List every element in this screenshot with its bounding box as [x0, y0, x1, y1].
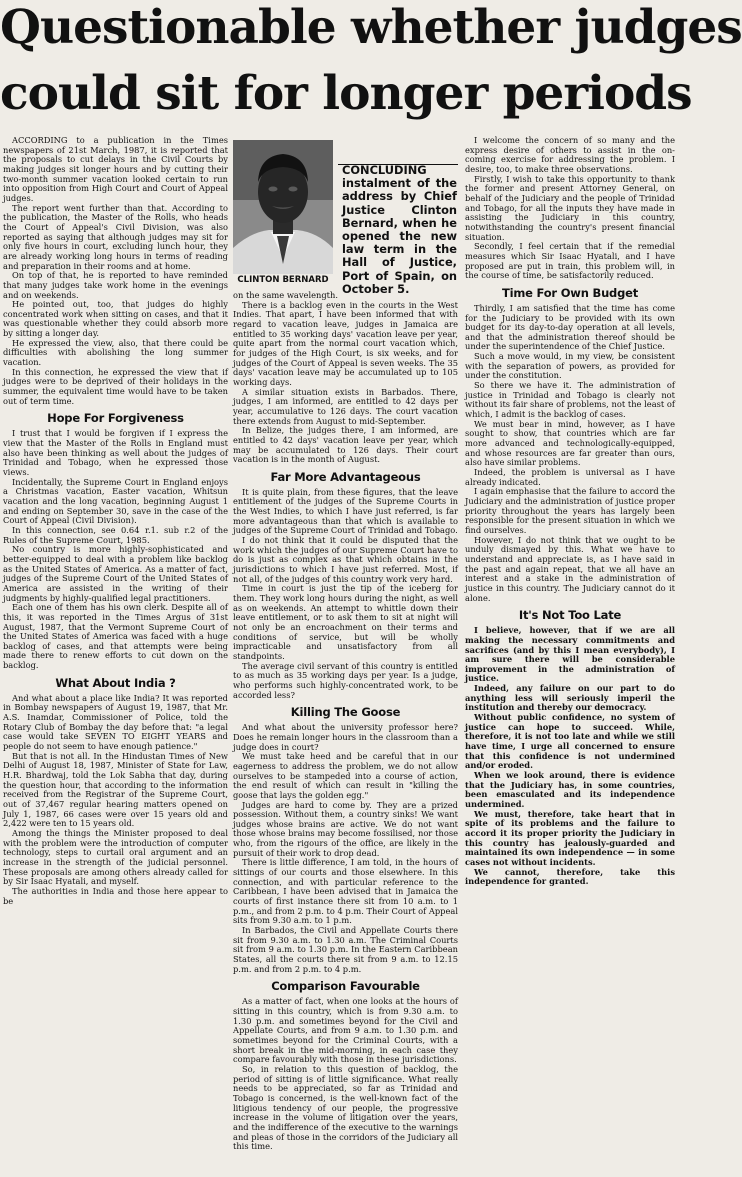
portrait-image: [233, 140, 333, 274]
article-paragraph: I again emphasise that the failure to accord the Judiciary and the administration of justice proper priority throughout the years has largely been responsible for the present situation in which we find ourselves.: [465, 486, 675, 535]
subheading: What About India ?: [55, 675, 176, 690]
article-paragraph: Each one of them has his own clerk. Despite all of this, it was reported in the Times Argus of 31st August, 1987, that the Vermont Supreme Court of the United States of America was faced with a huge backlog of cases, and that attempts were being made there to renew efforts to cut down on the backlog.: [3, 602, 228, 671]
intro-blurb: CONCLUDING instalment of the address by Chief Justice Clinton Bernard, when he opened the new law term in the Hall of Justice, Port of Spain, on October 5.: [342, 163, 457, 296]
article-paragraph: No country is more highly-sophisticated and better-equipped to deal with a problem like backlog as the United States of America. As a matter of fact, judges of the Supreme Court of the United States of America are assisted in the writing of their judgments by highly-qualified legal practitioners.: [3, 544, 228, 603]
article-paragraph: He pointed out, too, that judges do highly concentrated work when sitting on cases, and that it was questionable whether they could absorb more by sitting a longer day.: [3, 299, 228, 339]
article-paragraph: In this connection, see 0.64 r.1. sub r.2 of the Rules of the Supreme Court, 1985.: [3, 524, 228, 545]
subheading: Far More Advantageous: [270, 469, 421, 484]
portrait-photo: [233, 140, 333, 274]
article-paragraph: The average civil servant of this country is entitled to as much as 35 working days per year. Is a judge, who performs such highly-concentrated work, to be accorded less?: [233, 660, 458, 700]
subheading: It's Not Too Late: [518, 608, 622, 623]
article-paragraph: I do not think that it could be disputed that the work which the judges of our Supreme Court have to do is just as complex as that which obtains in the jurisdictions to which I have just referred. Most, if not all, of the judges of this country work very hard.: [233, 535, 458, 584]
article-column-1: [3, 136, 228, 1022]
article-paragraph: The report went further than that. According to the publication, the Master of the Rolls, who heads the Court of Appeal's Civil Division, was also reported as saying that although judges may sit for only five hours in court, excluding lunch hour, they are already working long hours in terms of reading and preparation in their rooms and at home.: [3, 202, 228, 271]
article-paragraph: So, in relation to this question of backlog, the period of sitting is of little significance. What really needs to be appreciated, so far as Trinidad and Tobago is concerned, is the well-known fact of the litigious tendency of our people, the progressive increase in the volume of litigation over the years, and the indifference of the executive to the warnings and pleas of those in the corridors of the Judiciary all this time.: [233, 1063, 458, 1152]
article-paragraph: On top of that, he is reported to have reminded that many judges take work home in the evenings and on weekends.: [3, 270, 228, 300]
article-paragraph: I believe, however, that if we are all making the necessary commitments and sacrifices (and by this I mean everybody), I am sure there will be considerable improvement in the administration of justice.: [465, 625, 675, 684]
article-paragraph: We must bear in mind, however, as I have sought to show, that countries which are far more advanced and technologically-equipped, and whose resources are far greater than ours, also have similar problems.: [465, 418, 675, 468]
article-paragraph: But that is not all. In the Hindustan Times of New Delhi of August 18, 1987, Minister of State for Law, H.R. Bhardwaj, told the Lok Sabha that day, during the question hour, that according to the information received from the Registrar of the Supreme Court, out of 37,467 regular hearing matters opened on July 1, 1987, 66 cases were over 15 years old and 2,422 were ten to 15 years old.: [3, 750, 228, 829]
article-paragraph: And what about a place like India? It was reported in Bombay newspapers of August 19, 1987, that Mr. A.S. Inamdar, Commissioner of Police, told the Rotary Club of Bombay the day before that: "a legal case would take SEVEN TO EIGHT YEARS and people do not seem to have enough patience.": [3, 692, 228, 752]
article-column-3: [465, 136, 675, 1022]
subheading: Time For Own Budget: [501, 285, 639, 300]
article-paragraph: So there we have it. The administration of justice in Trinidad and Tobago is clearly not without its fair share of problems, not the least of which, I admit is the backlog of cases.: [465, 380, 675, 420]
article-paragraph: As a matter of fact, when one looks at the hours of sitting in this country, which is from 9.30 a.m. to 1.30 p.m. and sometimes beyond for the Civil and Appellate Courts, and from 9 a.m. to 1.30 p.m. and sometimes beyond for the Criminal Courts, with a short break in the mid-morning, in each case they compare favourably with those in these jurisdictions.: [233, 996, 458, 1065]
article-paragraph: We must, therefore, take heart that in spite of its problems and the failure to accord it its proper priority the Judiciary in this country has jealously-guarded and maintained its own independence — in some cases not without incidents.: [465, 808, 675, 867]
article-paragraph: on the same wavelength.: [233, 290, 338, 300]
article-paragraph: In Barbados, the Civil and Appellate Courts there sit from 9.30 a.m. to 1.30 a.m. The Criminal Courts sit from 9 a.m. to 1.30 p.m. In the Eastern Caribbean States, all the courts there sit from 9 a.m. to 12.15 p.m. and from 2 p.m. to 4 p.m.: [233, 925, 458, 974]
photo-caption: CLINTON BERNARD: [237, 275, 329, 285]
article-paragraph: He expressed the view, also, that there could be difficulties with abolishing the long summer vacation.: [3, 337, 228, 368]
subheading: Comparison Favourable: [271, 979, 420, 994]
article-paragraph: Judges are hard to come by. They are a prized possession. Without them, a country sinks! We want judges whose brains are active. We do not want those whose brains may become fossilised, nor those who, from the rigours of the office, are likely in the pursuit of their work to drop dead.: [233, 799, 458, 858]
article-column-2: [233, 291, 458, 1177]
article-paragraph: ACCORDING to a publication in the Times newspapers of 21st March, 1987, it is reported that the proposals to cut delays in the Civil Courts by making judges sit longer hours and by cutting their two-month summer vacation looked certain to run into opposition from High Court and Court of Appeal judges.: [3, 135, 228, 203]
article-paragraph: I welcome the concern of so many and the express desire of others to assist in the on-coming exercise for addressing the problem. I desire, too, to make three observations.: [465, 135, 675, 174]
article-paragraph: Secondly, I feel certain that if the remedial measures which Sir Isaac Hyatali, and I have proposed are put in train, this problem will, in the course of time, be satisfactorily reduced.: [465, 241, 675, 281]
subheading: Hope For Forgiveness: [47, 411, 184, 426]
article-paragraph: Indeed, any failure on our part to do anything less will seriously imperil the institution and thereby our democracy.: [465, 683, 675, 713]
article-paragraph: And what about the university professor here? Does he remain longer hours in the classroom than a judge does in court?: [233, 722, 458, 752]
article-paragraph: Among the things the Minister proposed to deal with the problem were the introduction of computer technology, steps to curtail oral argument and an increase in the strength of the judicial personnel. These proposals are among others already called for by Sir Isaac Hyatali, and myself.: [3, 827, 228, 887]
article-paragraph: We must take heed and be careful that in our eagerness to address the problem, we do not allow ourselves to be stampeded into a course of action, the end result of which can result in "killing the goose that lays the golden egg.": [233, 751, 458, 800]
headline-line-1: Questionable whether judges: [0, 0, 742, 55]
article-paragraph: However, I do not think that we ought to be unduly dismayed by this. What we have to understand and appreciate is, as I have said in the past and again repeat, that we all have an interest and a stake in the administration of justice in this country. The Judiciary cannot do it alone.: [465, 534, 675, 603]
article-paragraph: We cannot, therefore, take this independence for granted.: [465, 866, 675, 887]
article-paragraph: There is a backlog even in the courts in the West Indies. That apart, I have been informed that with regard to vacation leave, judges in Jamaica are entitled to 35 working days' vacation leave per year, quite apart from the normal court vacation which, for judges of the High Court, is six weeks, and for judges of the Court of Appeal is seven weeks. The 35 days' vacation leave may be accumulated up to 105 working days.: [233, 299, 458, 387]
article-paragraph: Without public confidence, no system of justice can hope to succeed. While, therefore, it is not too late and while we still have time, I urge all concerned to ensure that this confidence is not undermined and/or eroded.: [465, 712, 675, 771]
article-paragraph: There is little difference, I am told, in the hours of sittings of our courts and those elsewhere. In this connection, and with particular reference to the Caribbean, I have been advised that in Jamaica the courts of first instance there sit from 10 a.m. to 1 p.m., and from 2 p.m. to 4 p.m. Their Court of Appeal sits from 9.30 a.m. to 1 p.m.: [233, 857, 458, 926]
article-paragraph: Indeed, the problem is universal as I have already indicated.: [465, 467, 675, 487]
article-paragraph: The authorities in India and those here appear to be: [3, 885, 228, 906]
article-paragraph: Such a move would, in my view, be consistent with the separation of powers, as provided for under the constitution.: [465, 351, 675, 381]
article-paragraph: Time in court is just the tip of the iceberg for them. They work long hours during the night, as well as on weekends. An attempt to whittle down their leave entitlement, or to ask them to sit at night will not only be an encroachment on their terms and conditions of service, but will be wholly impracticable and unsatisfactory from all standpoints.: [233, 583, 458, 661]
article-paragraph: When we look around, there is evidence that the Judiciary has, in some countries, been emasculated and its independence undermined.: [465, 770, 675, 809]
article-paragraph: Incidentally, the Supreme Court in England enjoys a Christmas vacation, Easter vacation, Whitsun vacation and the long vacation, beginning August 1 and ending on September 30, save in the case of the Court of Appeal (Civil Division).: [3, 476, 228, 526]
article-paragraph: It is quite plain, from these figures, that the leave entitlement of the judges of the Supreme Courts in the West Indies, to which I have just referred, is far more advantageous than that which is available to judges of the Supreme Court of Trinidad and Tobago.: [233, 486, 458, 536]
headline-line-2: could sit for longer periods: [0, 66, 692, 121]
article-paragraph: In this connection, he expressed the view that if judges were to be deprived of their holidays in the summer, the equivalent time would have to be taken out of term time.: [3, 366, 228, 406]
subheading: Killing The Goose: [290, 705, 401, 720]
article-paragraph: Thirdly, I am satisfied that the time has come for the Judiciary to be provided with its own budget for its day-to-day operation at all levels, and that the administration thereof should be under the superintendence of the Chief Justice.: [465, 302, 675, 352]
article-paragraph: Firstly, I wish to take this opportunity to thank the former and present Attorney General, on behalf of the Judiciary and the people of Trinidad and Tobago, for all the inputs they have made in assisting the Judiciary in this country, notwithstanding the country's present financial situation.: [465, 173, 675, 242]
article-paragraph: I trust that I would be forgiven if I express the view that the Master of the Rolls in England must also have been thinking as well about the judges of Trinidad and Tobago, when he expressed those views.: [3, 428, 228, 477]
article-paragraph: A similar situation exists in Barbados. There, judges, I am informed, are entitled to 42 days per year, accumulative to 126 days. The court vacation there extends from August to mid-September.: [233, 386, 458, 426]
article-paragraph: In Belize, the judges there, I am informed, are entitled to 42 days' vacation leave per year, which may be accumulated to 126 days. Their court vacation is in the month of August.: [233, 425, 458, 465]
